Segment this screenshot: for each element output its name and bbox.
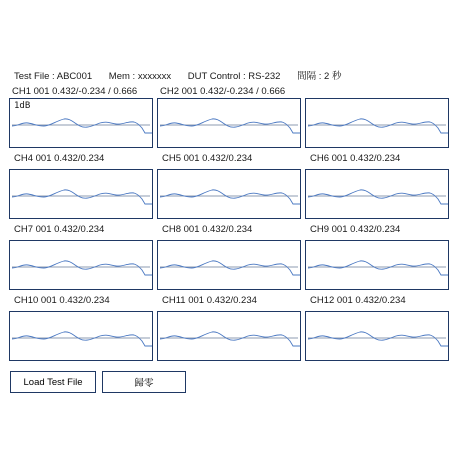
waveform-trace	[160, 332, 300, 346]
waveform-plot	[306, 241, 448, 289]
channel-label-ch11: CH11 001 0.432/0.234	[162, 295, 257, 306]
waveform-plot	[306, 99, 448, 147]
channel-plot-ch6	[305, 169, 449, 219]
channel-plot-ch3	[305, 98, 449, 148]
waveform-trace	[308, 261, 448, 275]
waveform-plot	[158, 241, 300, 289]
scale-label: 1dB	[14, 101, 31, 111]
waveform-trace	[160, 190, 300, 204]
channel-label-ch8: CH8 001 0.432/0.234	[162, 224, 253, 235]
waveform-plot	[158, 99, 300, 147]
channel-plot-ch10	[9, 311, 153, 361]
interval-label: 間隔 : 2 秒	[297, 71, 342, 82]
mem-label: Mem : xxxxxxx	[108, 71, 172, 82]
waveform-trace	[308, 190, 448, 204]
channel-label-ch12: CH12 001 0.432/0.234	[310, 295, 406, 306]
waveform-plot	[10, 99, 152, 147]
waveform-trace	[308, 119, 448, 133]
channel-label-ch2: CH2 001 0.432/-0.234 / 0.666	[160, 86, 286, 97]
waveform-trace	[12, 261, 152, 275]
waveform-trace	[308, 332, 448, 346]
waveform-plot	[158, 170, 300, 218]
channel-label-ch6: CH6 001 0.432/0.234	[310, 153, 401, 164]
waveform-plot	[306, 170, 448, 218]
dut-control-label: DUT Control : RS-232	[187, 71, 281, 82]
channel-plot-ch8	[157, 240, 301, 290]
waveform-trace	[160, 261, 300, 275]
zero-button[interactable]: 歸零	[102, 371, 186, 393]
channel-plot-ch5	[157, 169, 301, 219]
waveform-plot	[158, 312, 300, 360]
load-test-file-button[interactable]: Load Test File	[10, 371, 96, 393]
channel-plot-ch11	[157, 311, 301, 361]
channel-label-ch5: CH5 001 0.432/0.234	[162, 153, 253, 164]
waveform-trace	[12, 119, 152, 133]
channel-plot-ch4	[9, 169, 153, 219]
channel-label-ch7: CH7 001 0.432/0.234	[14, 224, 105, 235]
channel-label-ch4: CH4 001 0.432/0.234	[14, 153, 105, 164]
channel-plot-ch2	[157, 98, 301, 148]
waveform-trace	[12, 332, 152, 346]
channel-label-ch9: CH9 001 0.432/0.234	[310, 224, 401, 235]
channel-label-ch1: CH1 001 0.432/-0.234 / 0.666	[12, 86, 138, 97]
channel-plot-ch7	[9, 240, 153, 290]
channel-plot-ch12	[305, 311, 449, 361]
waveform-plot	[10, 241, 152, 289]
waveform-plot	[306, 312, 448, 360]
waveform-trace	[160, 119, 300, 133]
channel-plot-ch9	[305, 240, 449, 290]
status-header	[14, 68, 355, 82]
waveform-trace	[12, 190, 152, 204]
test-file-label: Test File : ABC001	[14, 71, 93, 82]
waveform-plot	[10, 312, 152, 360]
channel-plot-ch1	[9, 98, 153, 148]
waveform-plot	[10, 170, 152, 218]
channel-label-ch10: CH10 001 0.432/0.234	[14, 295, 110, 306]
